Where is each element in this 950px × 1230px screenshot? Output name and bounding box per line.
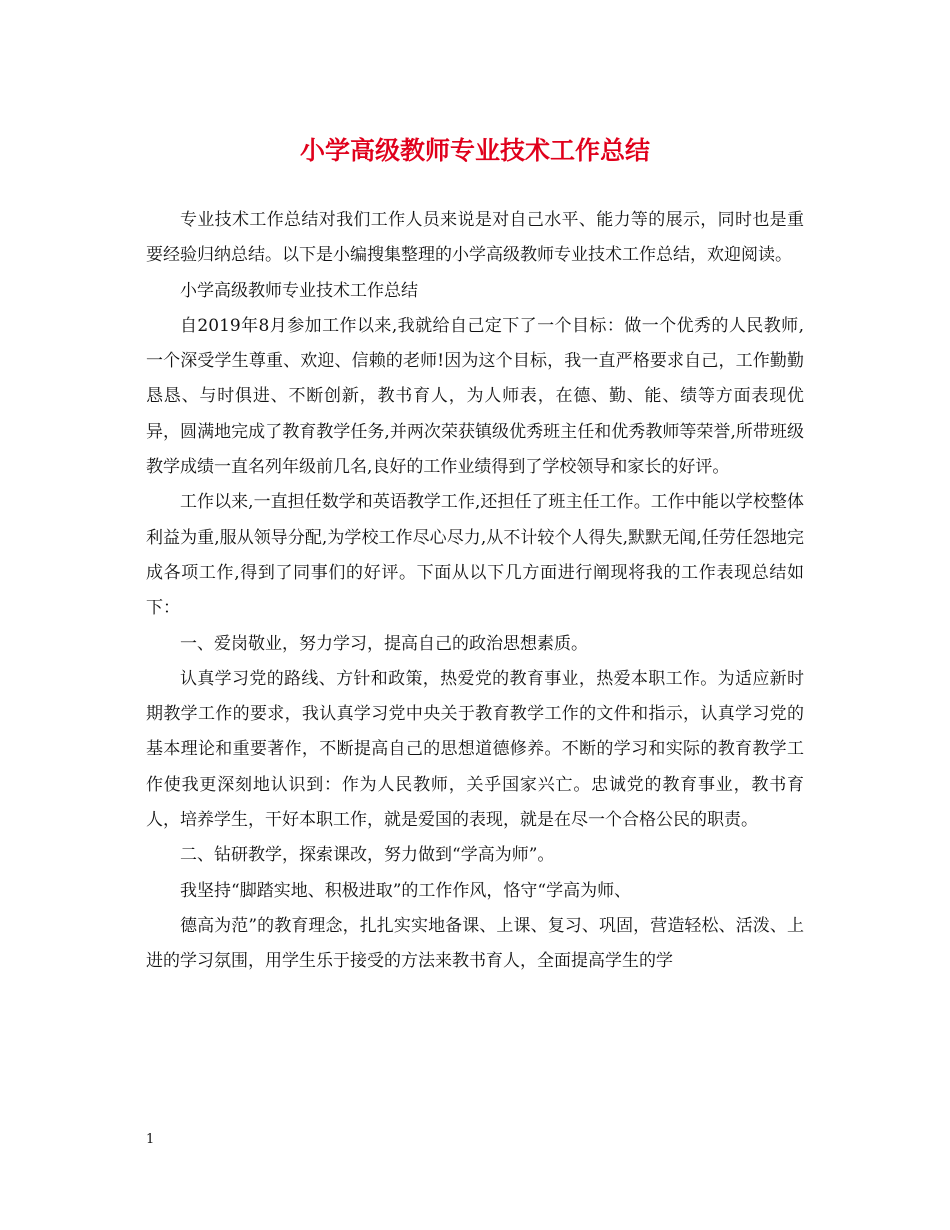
body-paragraph: 德高为范”的教育理念，扎扎实实地备课、上课、复习、巩固，营造轻松、活泼、上进的学习氛围，用学生乐于接受的方法来教书育人，全面提高学生的学	[146, 915, 804, 972]
intro-paragraph: 专业技术工作总结对我们工作人员来说是对自己水平、能力等的展示，同时也是重要经验归纳总结。以下是小编搜集整理的小学高级教师专业技术工作总结，欢迎阅读。	[146, 210, 804, 266]
document-body	[146, 203, 804, 980]
page-number: 1	[146, 1132, 155, 1147]
document-title: 小学高级教师专业技术工作总结	[299, 136, 650, 165]
body-paragraph: 我坚持“脚踏实地、积极进取”的工作作风，恪守“学高为师、	[180, 880, 632, 901]
section-heading: 二、钻研教学，探索课改，努力做到“学高为师”。	[180, 845, 555, 866]
section-heading: 一、爱岗敬业，努力学习，提高自己的政治思想素质。	[180, 633, 588, 654]
body-paragraph: 自2019年8月参加工作以来,我就给自己定下了一个目标：做一个优秀的人民教师,一个深受学生尊重、欢迎、信赖的老师!因为这个目标，我一直严格要求自己，工作勤勤恳恳、与时俱进、不断创新，教书育人，为人师表，在德、勤、能、绩等方面表现优异，圆满地完成了教育教学任务,并两次荣获镇级优秀班主任和优秀教师等荣誉,所带班级教学成绩一直名列年级前几名,良好的工作业绩得到了学校领导和家长的好评。	[146, 315, 804, 478]
body-paragraph: 认真学习党的路线、方针和政策，热爱党的教育事业，热爱本职工作。为适应新时期教学工作的要求，我认真学习党中央关于教育教学工作的文件和指示，认真学习党的基本理论和重要著作，不断提高自己的思想道德修养。不断的学习和实际的教育教学工作使我更深刻地认识到：作为人民教师，关乎国家兴亡。忠诚党的教育事业，教书育人，培养学生，干好本职工作，就是爱国的表现，就是在尽一个合格公民的职责。	[146, 668, 804, 831]
body-paragraph: 工作以来,一直担任数学和英语教学工作,还担任了班主任工作。工作中能以学校整体利益为重,服从领导分配,为学校工作尽心尽力,从不计较个人得失,默默无闻,任劳任怨地完成各项工作,得到了同事们的好评。下面从以下几方面进行阐现将我的工作表现总结如下：	[146, 492, 804, 619]
section-subtitle: 小学高级教师专业技术工作总结	[180, 280, 418, 301]
